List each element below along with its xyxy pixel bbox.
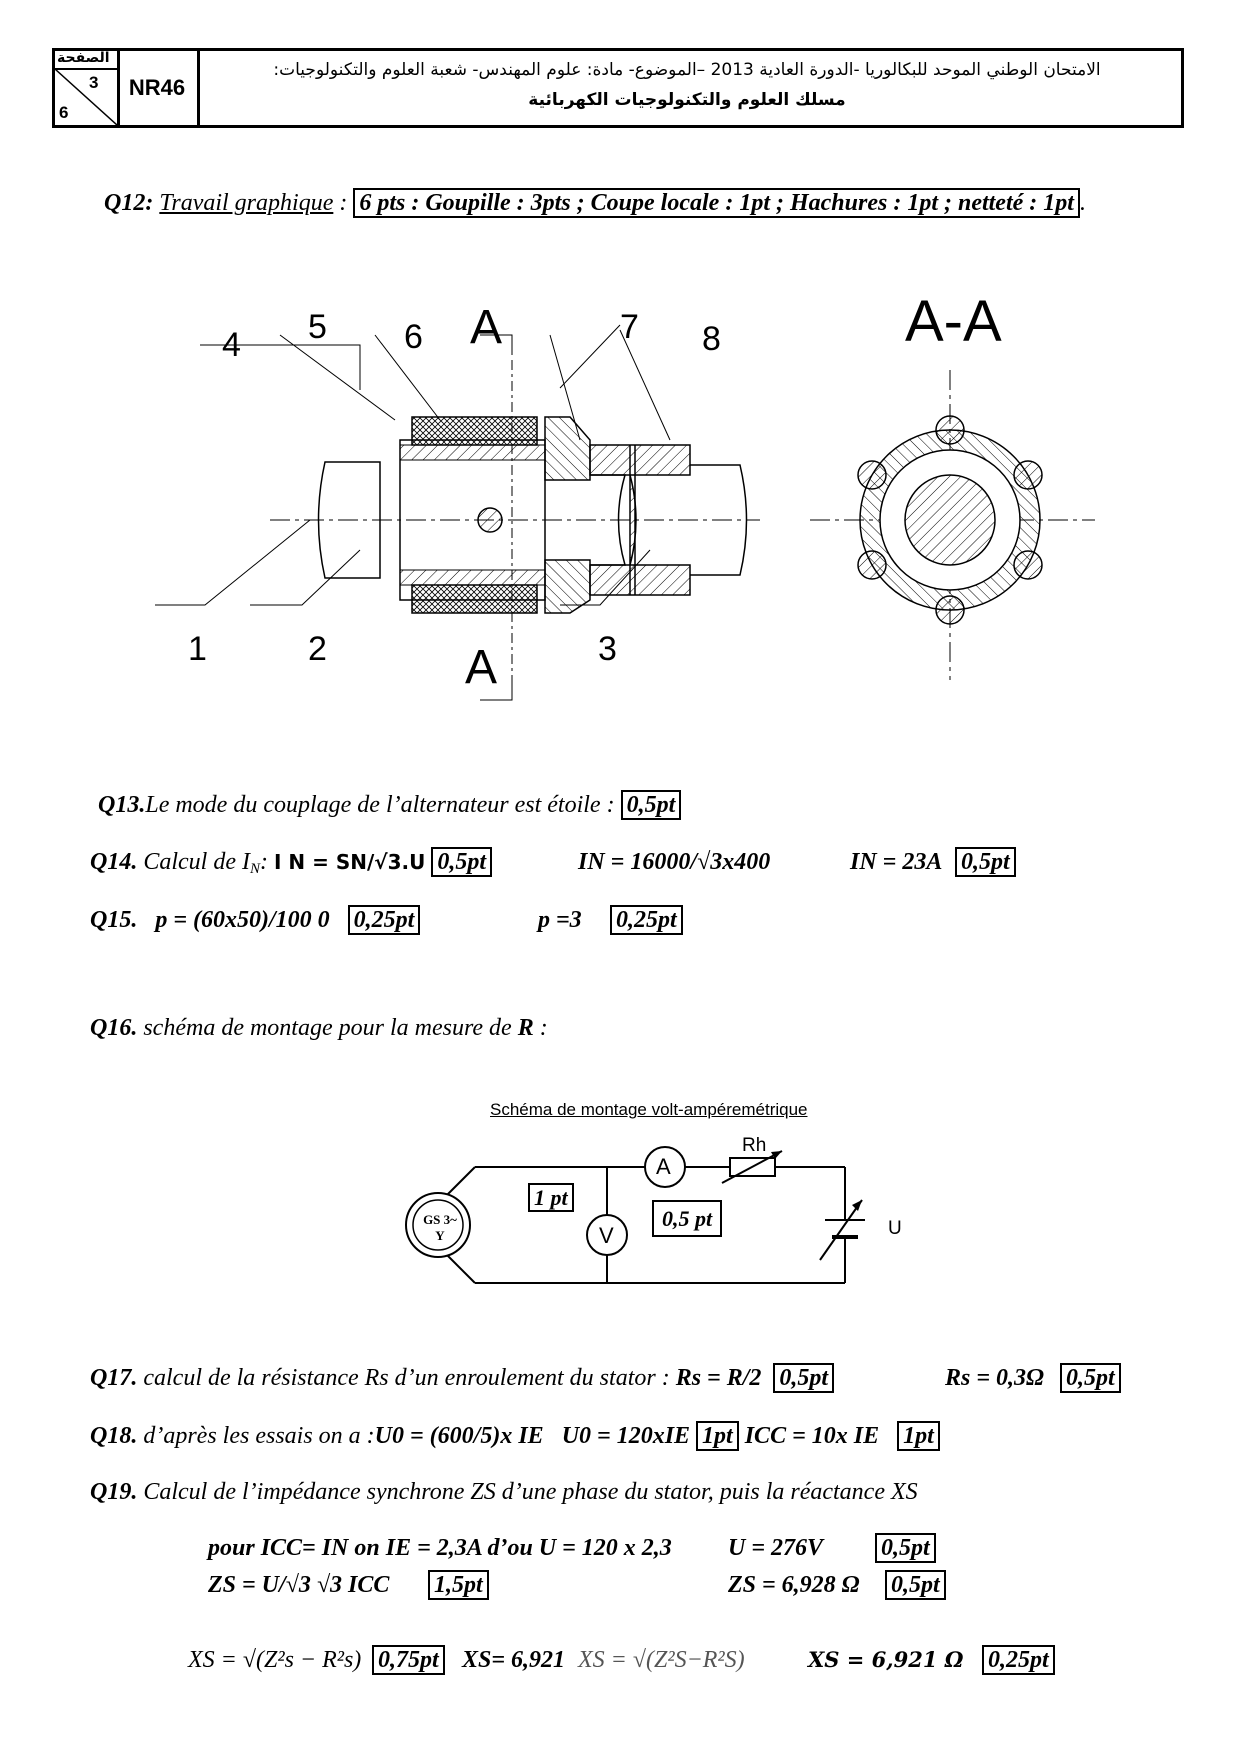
exam-title-line2: مسلك العلوم والتكنولوجيات الكهربائية (528, 90, 846, 110)
q16-colon: : (533, 1015, 548, 1041)
q14-text: Calcul de I (143, 849, 250, 875)
q17-number: Q17. (90, 1365, 138, 1391)
q18-points-1: 1pt (696, 1421, 739, 1451)
q19-xs-formula: XS = √(Z²s − R²s) (188, 1647, 362, 1673)
q14-result: IN = 23A (850, 849, 943, 875)
q16-line (90, 1015, 548, 1042)
page-word: الصفحة (57, 50, 110, 66)
q17-text: calcul de la résistance Rs d’un enroulement du stator : (143, 1365, 670, 1391)
voltmeter-label: V (599, 1223, 614, 1248)
q12-sep: : (333, 190, 354, 216)
q15-line (90, 907, 420, 935)
q15-formula: p = (60x50)/100 0 (155, 907, 330, 933)
q18-points-2: 1pt (897, 1421, 940, 1451)
page-number-box (55, 51, 120, 125)
exam-title-line1: الامتحان الوطني الموحد للبكالوريا -الدورة العادية 2013 –الموضوع- مادة: علوم المهندس- شعبة العلوم والتكنولوجيات: (273, 60, 1101, 80)
q18-number: Q18. (90, 1423, 138, 1449)
q19-points-4-wrap (372, 1647, 445, 1675)
q14-points-1: 0,5pt (431, 847, 492, 877)
circuit-diagram (400, 1125, 900, 1300)
q14-points-2: 0,5pt (955, 847, 1016, 877)
q17-points-2: 0,5pt (1060, 1363, 1121, 1393)
q18-formula-1: U0 = (600/5)x IE (374, 1423, 544, 1449)
exam-header (52, 48, 1184, 128)
q12-points: 6 pts : Goupille : 3pts ; Coupe locale : 1pt ; Hachures : 1pt ; netteté : 1pt (353, 188, 1080, 218)
section-title: A-A (905, 289, 1002, 354)
q13-line (98, 792, 681, 820)
q16-text: schéma de montage pour la mesure de (143, 1015, 512, 1041)
q15-result: p =3 (538, 907, 582, 933)
q16-number: Q16. (90, 1015, 138, 1041)
label-2: 2 (308, 630, 327, 668)
q12-line: Q12: Travail graphique : 6 pts : Goupille : 3pts ; Coupe locale : 1pt ; Hachures : 1pt ; netteté : 1pt . (104, 190, 1086, 216)
q17-formula: Rs = R/2 (675, 1365, 762, 1391)
q18-formula-3: ICC = 10x IE (744, 1423, 880, 1449)
q19-points-4: 0,75pt (372, 1645, 445, 1675)
q19-points-5-wrap (982, 1647, 1055, 1675)
exam-title (201, 55, 1173, 115)
circuit-points-b: 0,5 pt (652, 1200, 722, 1237)
label-8: 8 (702, 320, 721, 358)
q17-points-1: 0,5pt (773, 1363, 834, 1393)
q19-points-1: 0,5pt (875, 1533, 936, 1563)
q19-row1 (208, 1535, 672, 1562)
q13-number: Q13. (98, 792, 146, 818)
q13-points: 0,5pt (621, 790, 682, 820)
q16-var: R (517, 1015, 534, 1041)
q15-points-2-wrap (610, 907, 683, 935)
q19-points-1-wrap (875, 1535, 936, 1563)
page-total: 6 (59, 103, 69, 122)
section-mark-bottom: A (465, 641, 498, 694)
q19-points-2: 1,5pt (428, 1570, 489, 1600)
q14-line (90, 849, 492, 878)
q12-number: Q12: (104, 190, 154, 216)
generator-label: GS 3~ (423, 1212, 457, 1227)
q14-points-2-wrap (955, 849, 1016, 877)
source-label: U (888, 1218, 902, 1239)
q14-colon: : (260, 849, 268, 875)
q19-zs-result: ZS = 6,928 Ω (728, 1572, 860, 1598)
q19-xs-value: XS= 6,921 (462, 1647, 566, 1673)
ammeter-label: A (656, 1154, 671, 1179)
q14-formula: I N = SN/√3.U (274, 850, 426, 874)
label-5: 5 (308, 308, 327, 346)
generator-sub-label: Y (435, 1228, 445, 1243)
label-1: 1 (188, 630, 207, 668)
q17-line (90, 1365, 834, 1393)
q12-label: Travail graphique (159, 190, 334, 216)
q14-calc: IN = 16000/√3x400 (578, 849, 771, 875)
q15-number: Q15. (90, 907, 138, 933)
label-6: 6 (404, 318, 423, 356)
q17-result: Rs = 0,3Ω (945, 1365, 1044, 1391)
page-number: 3 (89, 73, 99, 92)
q19-u-result: U = 276V (728, 1535, 824, 1561)
q19-points-2-wrap (428, 1572, 489, 1600)
q19-row2 (208, 1572, 389, 1599)
circuit-points-a: 1 pt (528, 1183, 574, 1212)
q17-points-2-wrap (1060, 1365, 1121, 1393)
label-4: 4 (222, 326, 241, 364)
circuit-title: Schéma de montage volt-ampéremétrique (490, 1100, 808, 1119)
q14-sub: N (249, 861, 260, 877)
q18-text: d’après les essais on a : (143, 1423, 375, 1449)
q19-line1: pour ICC= IN on IE = 2,3A d’ou U = 120 x 2,3 (208, 1535, 672, 1561)
q19-text: Calcul de l’impédance synchrone ZS d’une phase du stator, puis la réactance XS (143, 1479, 918, 1505)
section-mark-top: A (470, 301, 503, 354)
q15-points-2: 0,25pt (610, 905, 683, 935)
q19-xs-result: XS = 6,921 Ω (808, 1647, 964, 1672)
q13-text: Le mode du couplage de l’alternateur est étoile : (145, 792, 615, 818)
q19-line (90, 1479, 918, 1506)
exam-code: NR46 (117, 51, 200, 125)
q19-line2: ZS = U/√3 √3 ICC (208, 1572, 390, 1598)
q19-points-3-wrap (885, 1572, 946, 1600)
q19-points-5: 0,25pt (982, 1645, 1055, 1675)
q18-formula-2: U0 = 120xIE (561, 1423, 691, 1449)
label-3: 3 (598, 630, 617, 668)
rheostat-label: Rh (742, 1135, 767, 1156)
q19-points-3: 0,5pt (885, 1570, 946, 1600)
q19-number: Q19. (90, 1479, 138, 1505)
label-7: 7 (620, 308, 639, 346)
q18-line (90, 1423, 940, 1451)
q15-points-1: 0,25pt (348, 905, 421, 935)
q14-number: Q14. (90, 849, 138, 875)
q19-xs-formula-2: XS = √(Z²S−R²S) (578, 1647, 745, 1673)
